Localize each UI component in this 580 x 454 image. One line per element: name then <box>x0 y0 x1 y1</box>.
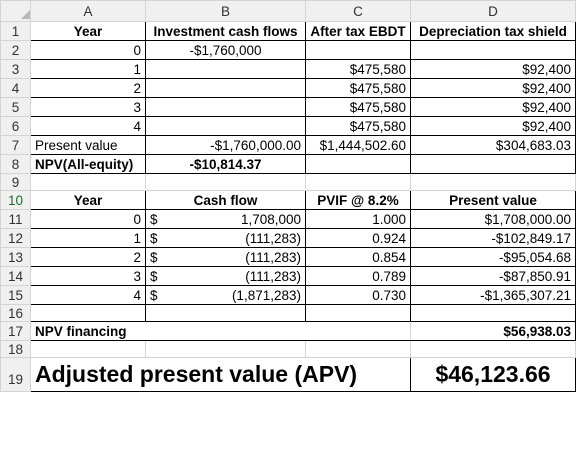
cell-a14[interactable]: 3 <box>31 267 146 286</box>
cell-a10[interactable]: Year <box>31 191 146 210</box>
cell-b9[interactable] <box>146 174 306 191</box>
cell-d17[interactable]: $56,938.03 <box>411 322 576 341</box>
cell-c10[interactable]: PVIF @ 8.2% <box>306 191 411 210</box>
cell-c5[interactable]: $475,580 <box>306 98 411 117</box>
cell-c8[interactable] <box>306 155 411 174</box>
cell-c9[interactable] <box>306 174 411 191</box>
cell-b13[interactable] <box>146 248 306 267</box>
cell-d6[interactable]: $92,400 <box>411 117 576 136</box>
cell-c15[interactable]: 0.730 <box>306 286 411 305</box>
currency-symbol: $ <box>150 287 158 303</box>
cell-b2[interactable]: -$1,760,000 <box>146 41 306 60</box>
cell-c12[interactable]: 0.924 <box>306 229 411 248</box>
cell-c4[interactable]: $475,580 <box>306 79 411 98</box>
cell-b11[interactable] <box>146 210 306 229</box>
cell-c18[interactable] <box>306 341 411 358</box>
cell-a3[interactable]: 1 <box>31 60 146 79</box>
row-header[interactable]: 14 <box>1 267 31 286</box>
cell-c7[interactable]: $1,444,502.60 <box>306 136 411 155</box>
row-header[interactable]: 19 <box>1 358 31 392</box>
cell-a1[interactable]: Year <box>31 22 146 41</box>
cell-c11[interactable]: 1.000 <box>306 210 411 229</box>
cell-a2[interactable]: 0 <box>31 41 146 60</box>
row-header[interactable]: 5 <box>1 98 31 117</box>
cell-a4[interactable]: 2 <box>31 79 146 98</box>
cell-c2[interactable] <box>306 41 411 60</box>
cell-a6[interactable]: 4 <box>31 117 146 136</box>
cell-a15[interactable]: 4 <box>31 286 146 305</box>
cell-d12[interactable]: -$102,849.17 <box>411 229 576 248</box>
cell-d9[interactable] <box>411 174 576 191</box>
currency-symbol: $ <box>150 268 158 284</box>
select-all-corner[interactable] <box>1 1 31 22</box>
cell-a16[interactable] <box>31 305 146 322</box>
cell-a7[interactable]: Present value <box>31 136 146 155</box>
row-header[interactable]: 16 <box>1 305 31 322</box>
cell-b18[interactable] <box>146 341 306 358</box>
cell-b12[interactable] <box>146 229 306 248</box>
column-header-a[interactable]: A <box>31 1 146 22</box>
row-header[interactable]: 11 <box>1 210 31 229</box>
row-header[interactable]: 2 <box>1 41 31 60</box>
row-header[interactable]: 17 <box>1 322 31 341</box>
cell-d2[interactable] <box>411 41 576 60</box>
cash-flow-value: 1,708,000 <box>240 211 301 227</box>
cell-c3[interactable]: $475,580 <box>306 60 411 79</box>
cell-a9[interactable] <box>31 174 146 191</box>
cell-b15[interactable] <box>146 286 306 305</box>
cell-d3[interactable]: $92,400 <box>411 60 576 79</box>
row-header[interactable]: 8 <box>1 155 31 174</box>
cell-c13[interactable]: 0.854 <box>306 248 411 267</box>
cell-a8[interactable]: NPV(All-equity) <box>31 155 146 174</box>
cell-b3[interactable] <box>146 60 306 79</box>
cell-a19-apv-label[interactable]: Adjusted present value (APV) <box>31 358 411 392</box>
cell-c14[interactable]: 0.789 <box>306 267 411 286</box>
row-header[interactable]: 3 <box>1 60 31 79</box>
row-header[interactable]: 1 <box>1 22 31 41</box>
row-header[interactable]: 9 <box>1 174 31 191</box>
cell-c1[interactable]: After tax EBDT <box>306 22 411 41</box>
cash-flow-value: (1,871,283) <box>231 287 301 303</box>
cell-b8[interactable]: -$10,814.37 <box>146 155 306 174</box>
cell-d8[interactable] <box>411 155 576 174</box>
cell-a17[interactable]: NPV financing <box>31 322 411 341</box>
cell-d4[interactable]: $92,400 <box>411 79 576 98</box>
cell-d5[interactable]: $92,400 <box>411 98 576 117</box>
cell-d11[interactable]: $1,708,000.00 <box>411 210 576 229</box>
row-header[interactable]: 15 <box>1 286 31 305</box>
row-header[interactable]: 12 <box>1 229 31 248</box>
cell-d1[interactable]: Depreciation tax shield <box>411 22 576 41</box>
row-header[interactable]: 4 <box>1 79 31 98</box>
cell-a12[interactable]: 1 <box>31 229 146 248</box>
cell-b4[interactable] <box>146 79 306 98</box>
currency-symbol: $ <box>150 249 158 265</box>
row-header[interactable]: 10 <box>1 191 31 210</box>
row-header[interactable]: 13 <box>1 248 31 267</box>
cell-d16[interactable] <box>411 305 576 322</box>
cash-flow-value: (111,283) <box>245 249 301 265</box>
cell-a13[interactable]: 2 <box>31 248 146 267</box>
row-header[interactable]: 7 <box>1 136 31 155</box>
cell-d15[interactable]: -$1,365,307.21 <box>411 286 576 305</box>
cell-c6[interactable]: $475,580 <box>306 117 411 136</box>
cell-b7[interactable]: -$1,760,000.00 <box>146 136 306 155</box>
currency-symbol: $ <box>150 211 158 227</box>
cell-a11[interactable]: 0 <box>31 210 146 229</box>
cell-b10[interactable]: Cash flow <box>146 191 306 210</box>
cell-b14[interactable] <box>146 267 306 286</box>
row-header[interactable]: 18 <box>1 341 31 358</box>
cell-d7[interactable]: $304,683.03 <box>411 136 576 155</box>
cell-d19-apv-value[interactable]: $46,123.66 <box>411 358 576 392</box>
currency-symbol: $ <box>150 230 158 246</box>
cell-d10[interactable]: Present value <box>411 191 576 210</box>
cash-flow-value: (111,283) <box>245 230 301 246</box>
cell-d18[interactable] <box>411 341 576 358</box>
cell-b16[interactable] <box>146 305 306 322</box>
cell-a18[interactable] <box>31 341 146 358</box>
cell-d13[interactable]: -$95,054.68 <box>411 248 576 267</box>
cell-b6[interactable] <box>146 117 306 136</box>
row-header[interactable]: 6 <box>1 117 31 136</box>
cell-b5[interactable] <box>146 98 306 117</box>
cell-a5[interactable]: 3 <box>31 98 146 117</box>
cell-d14[interactable]: -$87,850.91 <box>411 267 576 286</box>
column-header-b[interactable]: B <box>146 1 306 22</box>
cell-b1[interactable]: Investment cash flows <box>146 22 306 41</box>
column-header-d[interactable]: D <box>411 1 576 22</box>
select-all-triangle-icon <box>21 9 31 19</box>
cash-flow-value: (111,283) <box>245 268 301 284</box>
cell-c16[interactable] <box>306 305 411 322</box>
column-header-c[interactable]: C <box>306 1 411 22</box>
